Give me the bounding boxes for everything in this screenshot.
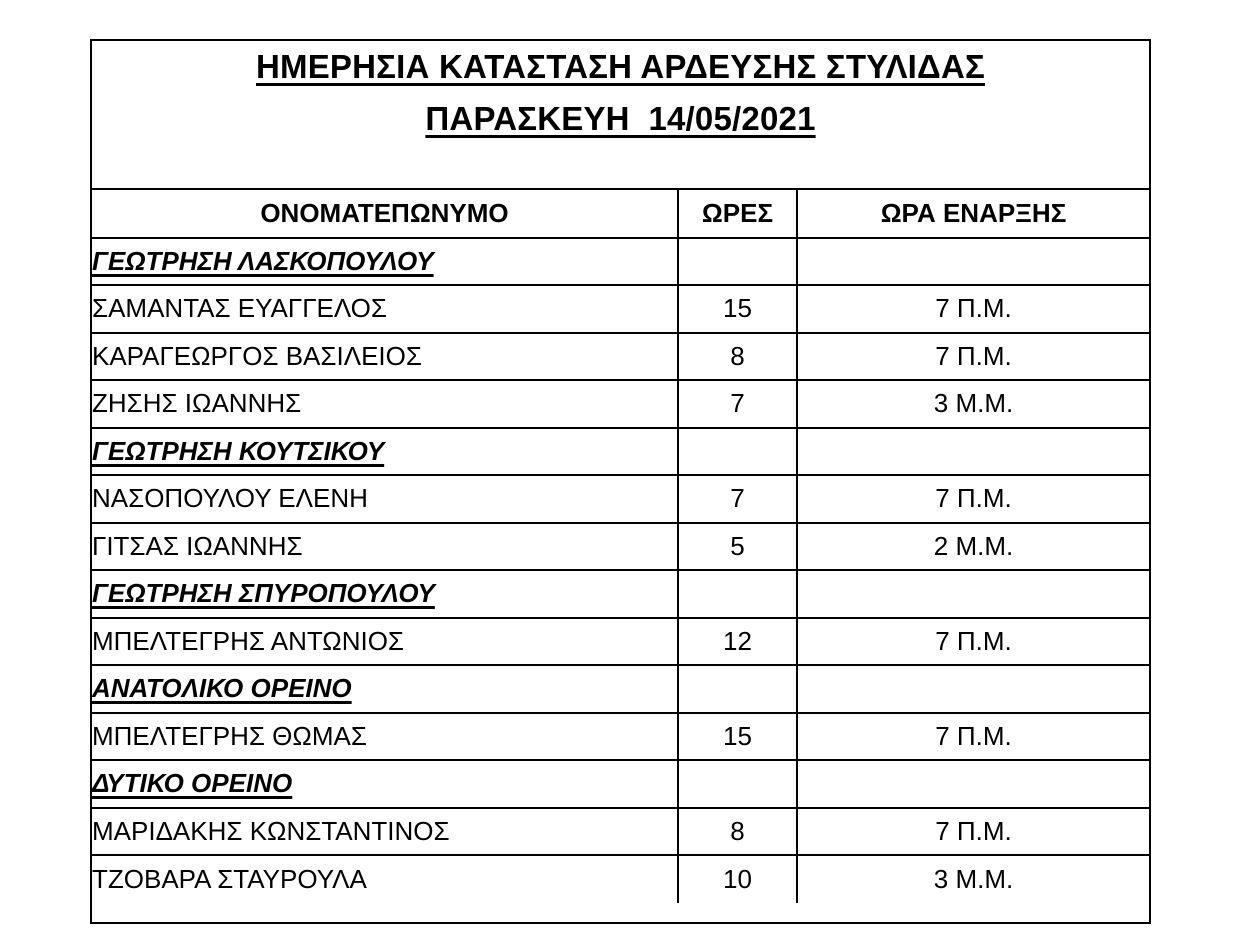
person-name-cell: ΚΑΡΑΓΕΩΡΓΟΣ ΒΑΣΙΛΕΙΟΣ — [92, 333, 678, 381]
column-header-hours: ΩΡΕΣ — [678, 190, 797, 238]
table-row — [92, 618, 1149, 666]
document-date: ΠΑΡΑΣΚΕΥΗ 14/05/2021 — [425, 100, 816, 137]
group-title: ΔΥΤΙΚΟ ΟΡΕΙΝΟ — [92, 768, 293, 799]
empty-cell — [797, 665, 1149, 713]
empty-cell — [797, 238, 1149, 286]
start-time-cell: 3 Μ.Μ. — [797, 855, 1149, 903]
start-time-cell: 7 Π.Μ. — [797, 618, 1149, 666]
start-time-cell: 3 Μ.Μ. — [797, 380, 1149, 428]
group-header-row — [92, 570, 1149, 618]
schedule-table — [92, 190, 1149, 903]
hours-cell: 8 — [678, 808, 797, 856]
table-row — [92, 855, 1149, 903]
column-header-start-time: ΩΡΑ ΕΝΑΡΞΗΣ — [797, 190, 1149, 238]
table-row — [92, 380, 1149, 428]
group-title-cell — [92, 238, 678, 286]
person-name-cell: ΝΑΣΟΠΟΥΛΟΥ ΕΛΕΝΗ — [92, 475, 678, 523]
start-time-cell: 7 Π.Μ. — [797, 808, 1149, 856]
table-header-row — [92, 190, 1149, 238]
person-name-cell: ΜΠΕΛΤΕΓΡΗΣ ΘΩΜΑΣ — [92, 713, 678, 761]
hours-cell: 15 — [678, 713, 797, 761]
person-name-cell: ΖΗΣΗΣ ΙΩΑΝΝΗΣ — [92, 380, 678, 428]
group-title: ΓΕΩΤΡΗΣΗ ΛΑΣΚΟΠΟΥΛΟΥ — [92, 245, 434, 276]
person-name-cell: ΜΑΡΙΔΑΚΗΣ ΚΩΝΣΤΑΝΤΙΝΟΣ — [92, 808, 678, 856]
table-row — [92, 475, 1149, 523]
group-title: ΓΕΩΤΡΗΣΗ ΣΠΥΡΟΠΟΥΛΟΥ — [92, 578, 435, 609]
person-name-cell: ΤΖΟΒΑΡΑ ΣΤΑΥΡΟΥΛΑ — [92, 855, 678, 903]
group-title: ΓΕΩΤΡΗΣΗ ΚΟΥΤΣΙΚΟΥ — [92, 435, 385, 466]
table-row — [92, 333, 1149, 381]
hours-cell: 5 — [678, 523, 797, 571]
hours-cell: 12 — [678, 618, 797, 666]
empty-cell — [678, 665, 797, 713]
start-time-cell: 2 Μ.Μ. — [797, 523, 1149, 571]
empty-cell — [678, 238, 797, 286]
hours-cell: 7 — [678, 380, 797, 428]
group-title: ΑΝΑΤΟΛΙΚΟ ΟΡΕΙΝΟ — [92, 673, 352, 704]
start-time-cell: 7 Π.Μ. — [797, 475, 1149, 523]
start-time-cell: 7 Π.Μ. — [797, 713, 1149, 761]
group-title-cell — [92, 665, 678, 713]
empty-cell — [678, 428, 797, 476]
group-title-cell — [92, 760, 678, 808]
group-title-cell — [92, 570, 678, 618]
empty-cell — [678, 760, 797, 808]
table-row — [92, 808, 1149, 856]
start-time-cell: 7 Π.Μ. — [797, 285, 1149, 333]
person-name-cell: ΜΠΕΛΤΕΓΡΗΣ ΑΝΤΩΝΙΟΣ — [92, 618, 678, 666]
hours-cell: 15 — [678, 285, 797, 333]
empty-cell — [797, 760, 1149, 808]
group-header-row — [92, 428, 1149, 476]
start-time-cell: 7 Π.Μ. — [797, 333, 1149, 381]
empty-cell — [678, 570, 797, 618]
hours-cell: 8 — [678, 333, 797, 381]
group-header-row — [92, 238, 1149, 286]
group-title-cell — [92, 428, 678, 476]
group-header-row — [92, 665, 1149, 713]
document-title-block — [92, 41, 1149, 190]
empty-cell — [797, 570, 1149, 618]
table-row — [92, 713, 1149, 761]
hours-cell: 10 — [678, 855, 797, 903]
table-row — [92, 285, 1149, 333]
person-name-cell: ΓΙΤΣΑΣ ΙΩΑΝΝΗΣ — [92, 523, 678, 571]
document-title: ΗΜΕΡΗΣΙΑ ΚΑΤΑΣΤΑΣΗ ΑΡΔΕΥΣΗΣ ΣΤΥΛΙΔΑΣ — [256, 48, 985, 85]
irrigation-schedule-document — [90, 39, 1151, 924]
table-row — [92, 523, 1149, 571]
hours-cell: 7 — [678, 475, 797, 523]
empty-cell — [797, 428, 1149, 476]
schedule-body — [92, 238, 1149, 903]
person-name-cell: ΣΑΜΑΝΤΑΣ ΕΥΑΓΓΕΛΟΣ — [92, 285, 678, 333]
column-header-name: ΟΝΟΜΑΤΕΠΩΝΥΜΟ — [92, 190, 678, 238]
group-header-row — [92, 760, 1149, 808]
